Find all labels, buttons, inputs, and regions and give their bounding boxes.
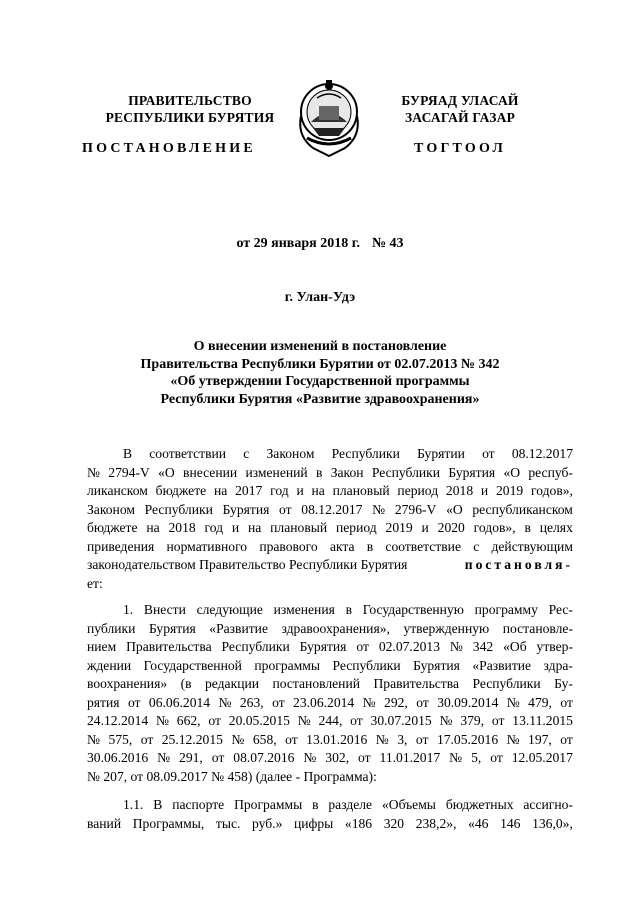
word: «Развитие	[209, 620, 268, 636]
word: утвержденную	[403, 620, 490, 636]
word: год	[270, 483, 289, 498]
word: годов»,	[473, 520, 516, 535]
word: Рес-	[548, 602, 573, 617]
word: 12.05.2017	[511, 750, 573, 765]
word: ваний	[87, 815, 122, 831]
word: от	[416, 694, 429, 710]
text-line	[87, 796, 573, 815]
word: Республики	[221, 639, 290, 654]
word: Бурятия	[413, 657, 460, 673]
word: 2019	[385, 520, 413, 535]
word: 24.12.2014	[87, 713, 149, 728]
word: Бурятии	[417, 446, 465, 461]
word: Республики	[331, 446, 400, 461]
word: от	[560, 694, 573, 710]
word: 30.09.2014	[437, 694, 499, 710]
word: и	[421, 520, 429, 535]
word: программы	[254, 657, 321, 673]
word: от	[482, 446, 495, 461]
text-line	[87, 694, 573, 713]
word: «46	[468, 815, 489, 831]
paragraph-preamble	[87, 445, 573, 593]
word: 17.05.2016	[436, 731, 499, 747]
word: и	[231, 520, 240, 535]
word: воохранения»	[87, 676, 168, 691]
word: Государственную	[362, 602, 464, 617]
text-line	[87, 501, 573, 520]
word: 25.12.2015	[161, 731, 223, 747]
word: №	[372, 501, 386, 517]
coat-of-arms-icon	[293, 76, 365, 160]
word: соответствии	[149, 446, 227, 461]
word: №	[87, 731, 100, 747]
word: 292,	[384, 694, 408, 710]
word: годов»,	[530, 483, 573, 498]
decree-date: от 29 января 2018 г.	[236, 236, 360, 251]
text-line	[87, 445, 573, 464]
word: разделе	[328, 797, 373, 812]
word: плановый	[332, 483, 390, 498]
word: внесении	[183, 464, 238, 480]
word: №	[155, 713, 169, 728]
word: «Объемы	[381, 797, 436, 812]
word: от	[356, 639, 369, 654]
word: №	[303, 750, 317, 765]
word: бюджетных	[445, 797, 514, 812]
word: 5,	[471, 750, 482, 765]
word: 1.1.	[123, 797, 144, 812]
word: бюджете	[155, 483, 207, 498]
word: целях	[539, 520, 573, 535]
word: соответствие	[385, 538, 461, 554]
word: паспорте	[172, 797, 225, 812]
text-line-content: № 207, от 08.09.2017 № 458) (далее - Программа):	[87, 768, 377, 784]
header-right-line2: ЗАСАГАЙ ГАЗАР	[404, 110, 516, 125]
word: №	[362, 694, 376, 710]
word: на	[213, 483, 228, 498]
word: период	[397, 483, 439, 498]
word: нормативного	[166, 538, 248, 554]
text-line	[87, 538, 573, 557]
word: от	[211, 750, 225, 765]
text-line	[87, 657, 573, 676]
word: 302,	[325, 750, 350, 765]
word: 13.11.2015	[512, 713, 573, 728]
word: здравоохранения»,	[281, 620, 390, 636]
word: 06.06.2014	[148, 694, 211, 710]
text-line	[87, 638, 573, 657]
paragraph-item-1-1	[87, 796, 573, 833]
word: с	[473, 538, 480, 554]
text-line	[87, 601, 573, 620]
word: №	[506, 731, 520, 747]
word: (в	[180, 676, 192, 691]
word: №	[506, 694, 520, 710]
word: Бурятия	[448, 464, 496, 480]
text-line	[87, 575, 573, 594]
header-right	[375, 92, 545, 126]
word: нием	[87, 639, 117, 654]
word: публики	[87, 620, 136, 636]
text-line	[87, 731, 573, 750]
word: Закон	[330, 464, 364, 480]
word: 3,	[397, 731, 408, 747]
word: 238,2»,	[415, 815, 457, 831]
word: «О	[158, 464, 175, 480]
word: год	[204, 520, 224, 535]
word: 658,	[252, 731, 277, 747]
text-line	[87, 712, 573, 731]
word: Бурятия	[148, 620, 196, 636]
word: здра-	[543, 657, 573, 673]
word: постановле-	[502, 620, 573, 636]
word: 02.07.2013	[378, 639, 440, 654]
word: и	[296, 483, 304, 498]
word: акта	[329, 538, 355, 554]
word: 23.06.2014	[293, 694, 355, 710]
word: 2019	[495, 483, 524, 498]
word: от	[415, 731, 429, 747]
text-line	[87, 675, 573, 694]
word: и	[480, 483, 489, 498]
word: Программы,	[132, 815, 205, 831]
title-line: О внесении изменений в постановление	[193, 339, 447, 354]
word: в	[312, 797, 319, 812]
word: правового	[259, 538, 318, 554]
title-line: «Об утверждении Государственной программы	[170, 374, 470, 389]
word: Правительства	[126, 639, 212, 654]
word: №	[297, 713, 311, 728]
word: ликанском	[87, 483, 148, 498]
word: с	[243, 446, 250, 461]
title-line: Республики Бурятия «Развитие здравоохранения»	[160, 391, 480, 407]
word: 20.05.2015	[228, 713, 290, 728]
word: 2794-V	[108, 464, 150, 480]
word: 244,	[318, 713, 343, 728]
decree-label-bua: ТОГТООЛ	[414, 141, 507, 156]
word: В	[153, 797, 163, 812]
word: от	[140, 731, 154, 747]
word: №	[218, 694, 232, 710]
word: 479,	[528, 694, 552, 710]
header-right-line1: БУРЯАД УЛАСАЙ	[401, 93, 519, 108]
word: №	[231, 731, 245, 747]
word: утвер-	[536, 639, 573, 654]
word: респуб-	[528, 464, 573, 480]
text-line-content: законодательством Правительство Республики Бурятия	[87, 557, 408, 572]
word: 2018	[445, 483, 474, 498]
word: изменения	[273, 602, 335, 617]
word: от	[279, 501, 292, 517]
word: период	[335, 520, 377, 535]
word: №	[375, 731, 389, 747]
word: изменений	[245, 464, 308, 480]
word: 08.07.2016	[233, 750, 295, 765]
word: «О	[446, 501, 463, 517]
word: программу	[474, 602, 538, 617]
header-left	[95, 92, 285, 126]
word: В	[123, 446, 133, 461]
word: в	[366, 538, 374, 554]
text-line	[87, 556, 573, 575]
word: 13.01.2016	[306, 731, 368, 747]
word: 30.07.2015	[370, 713, 432, 728]
word: Государственной	[143, 657, 242, 673]
word: в	[316, 464, 323, 480]
paragraph-item-1	[87, 601, 573, 786]
word: в	[345, 602, 352, 617]
word: 575,	[108, 731, 133, 747]
word: 136,0»,	[532, 815, 573, 831]
word: «Развитие	[472, 657, 532, 673]
text-line	[87, 464, 573, 483]
text-line	[87, 768, 573, 787]
word: Программы	[234, 797, 303, 812]
decree-city: г. Улан-Удэ	[284, 290, 356, 305]
text-line	[87, 482, 573, 501]
word: Республики	[144, 501, 213, 517]
word: действующим	[491, 538, 573, 554]
word: «186	[344, 815, 373, 831]
word: №	[449, 639, 463, 654]
word: №	[157, 750, 171, 765]
word: Законом	[266, 446, 315, 461]
word: Республики	[371, 464, 441, 480]
word: 662,	[176, 713, 201, 728]
word: Бурятия	[222, 501, 270, 517]
word: 320	[383, 815, 405, 831]
word: от	[350, 713, 363, 728]
word: рятия	[87, 694, 120, 710]
text-line	[87, 620, 573, 639]
word: приведения	[87, 538, 155, 554]
resolve-word: постановля-	[464, 557, 573, 572]
decree-label-ru: ПОСТАНОВЛЕНИЕ	[82, 141, 256, 156]
word: Бурятия	[299, 639, 347, 654]
word: на	[248, 520, 262, 535]
text-line	[87, 815, 573, 834]
word: от	[560, 731, 573, 747]
word: от	[272, 694, 285, 710]
word: следующие	[196, 602, 263, 617]
word: 2020	[437, 520, 465, 535]
word: редакции	[204, 676, 260, 691]
word: от	[491, 713, 505, 728]
title-line: Правительства Республики Бурятии от 02.07.2013 № 342	[140, 356, 500, 372]
word: от	[208, 713, 221, 728]
word: 197,	[528, 731, 552, 747]
word: бюджете	[87, 520, 138, 535]
word: постановлений	[272, 676, 361, 691]
word: на	[311, 483, 325, 498]
word: плановый	[270, 520, 328, 535]
word: республиканском	[472, 501, 573, 517]
word: Бу-	[554, 676, 573, 691]
word: 11.01.2017	[379, 750, 441, 765]
word: Правительства	[373, 676, 460, 691]
word: «Об	[503, 639, 527, 654]
word: 08.12.2017	[301, 501, 363, 517]
word: Внести	[143, 602, 186, 617]
decree-number: № 43	[371, 236, 404, 251]
decree-title	[60, 338, 580, 408]
word: ассигно-	[523, 797, 573, 812]
word: 2796-V	[394, 501, 437, 517]
text-line	[87, 749, 573, 768]
word: 1.	[123, 602, 134, 617]
resolve-word-end: ет:	[87, 575, 103, 591]
word: №	[439, 713, 453, 728]
word: №	[449, 750, 463, 765]
word: тыс.	[215, 815, 241, 831]
word: на	[146, 520, 160, 535]
word: 30.06.2016	[87, 750, 149, 765]
header-left-line1: ПРАВИТЕЛЬСТВО	[128, 93, 252, 108]
word: Республики	[472, 676, 541, 691]
word: 2017	[235, 483, 263, 498]
word: руб.»	[252, 815, 283, 831]
word: «О	[503, 464, 521, 480]
word: Законом	[87, 501, 135, 517]
word: 342	[472, 639, 494, 654]
word: 146	[500, 815, 521, 831]
header-left-line2: РЕСПУБЛИКИ БУРЯТИЯ	[105, 110, 275, 125]
word: 379,	[460, 713, 485, 728]
word: №	[87, 464, 100, 480]
decree-date-line	[0, 236, 640, 252]
word: 08.12.2017	[511, 446, 573, 461]
word: цифры	[293, 815, 334, 831]
word: в	[524, 520, 531, 535]
word: 2018	[168, 520, 196, 535]
text-line	[87, 519, 573, 538]
word: от	[358, 750, 371, 765]
word: 263,	[239, 694, 264, 710]
word: от	[490, 750, 503, 765]
word: от	[285, 731, 298, 747]
word: от	[127, 694, 141, 710]
word: Республики	[332, 657, 401, 673]
word: ждении	[87, 657, 132, 673]
word: 291,	[179, 750, 203, 765]
